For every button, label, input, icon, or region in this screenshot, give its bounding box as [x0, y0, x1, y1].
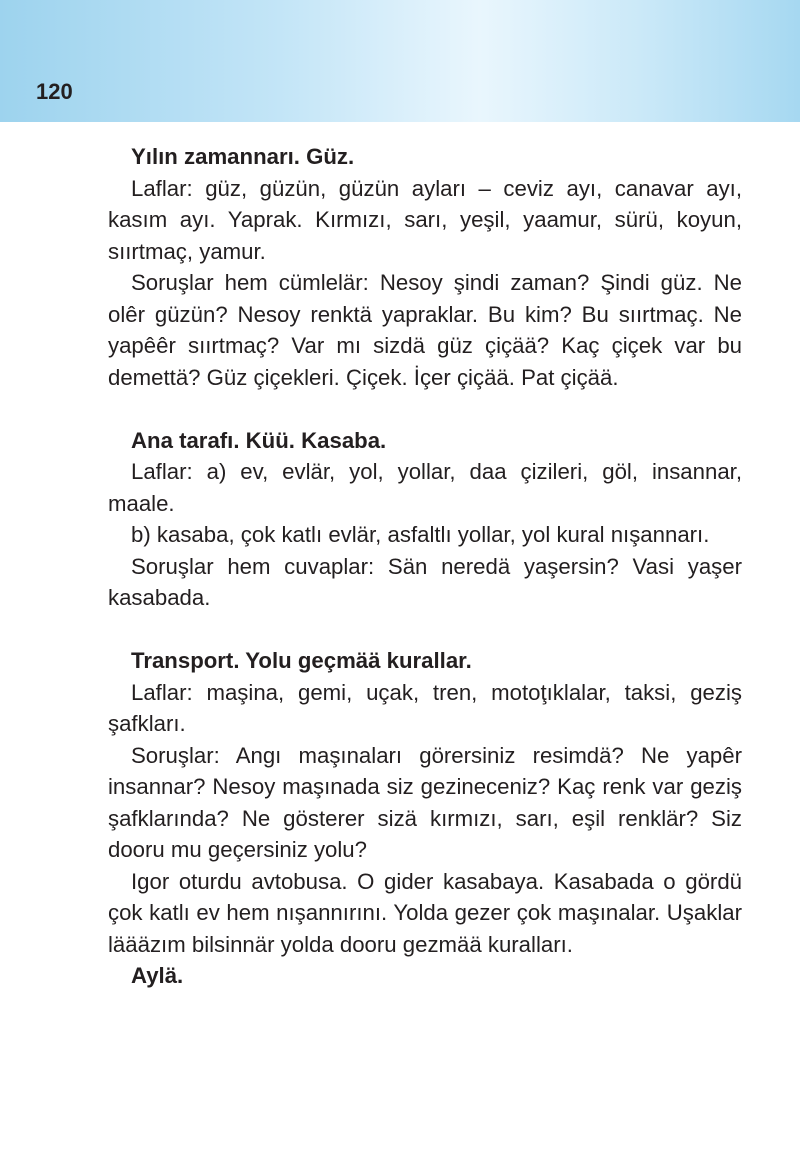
vocabulary-paragraph: Laflar: maşina, gemi, uçak, tren, motoţıklalar, taksi, geziş şafkları. [108, 679, 742, 736]
section-heading-seasons-autumn: Yılın zamannarı. Güz. [131, 144, 355, 169]
questions-paragraph: Soruşlar hem cümlelär: Nesoy şindi zaman? Şindi güz. Ne olêr güzün? Nesoy renktä yapraklar. Bu kim? Bu sıırtmaç. Ne yapêêr sıırtmaç? Var mı sizdä güz çiçää? Kaç çiçek var bu demettä? Güz çiçekleri. Çiçek. İçer çiçää. Pat çiçää. [108, 270, 742, 390]
questions-paragraph: Soruşlar hem cuvaplar: Sän neredä yaşersin? Vasi yaşer kasabada. [108, 553, 742, 610]
page-number: 120 [36, 79, 73, 104]
vocabulary-paragraph: Laflar: a) ev, evlär, yol, yollar, daa çizileri, göl, insannar, maale. [108, 459, 742, 516]
vocabulary-paragraph: b) kasaba, çok katlı evlär, asfaltlı yollar, yol kural nışannarı. [131, 522, 710, 547]
page-content [108, 141, 742, 992]
section-heading-transport: Transport. Yolu geçmää kurallar. [131, 648, 472, 673]
header-band [0, 0, 800, 122]
vocabulary-paragraph: Laflar: güz, güzün, güzün ayları – ceviz ayı, canavar ayı, kasım ayı. Yaprak. Kırmızı, sarı, yeşil, yaamur, sürü, koyun, sıırtmaç, yamur. [108, 175, 742, 264]
story-paragraph: Igor oturdu avtobusa. O gider kasabaya. Kasabada o gördü çok katlı ev hem nışannırını. Yolda gezer çok maşınalar. Uşaklar läääzım bilsinnär yolda dooru gezmää kuralları. [108, 868, 742, 957]
questions-paragraph: Soruşlar: Angı maşınaları görersiniz resimdä? Ne yapêr insannar? Nesoy maşınada siz gezineceniz? Kaç renk var geziş şafklarında? Ne gösterer sizä kırmızı, sarı, eşil renklär? Siz dooru mu geçersiniz yolu? [108, 742, 742, 862]
section-heading-family: Aylä. [131, 963, 184, 988]
section-heading-homeland: Ana tarafı. Küü. Kasaba. [131, 427, 387, 453]
